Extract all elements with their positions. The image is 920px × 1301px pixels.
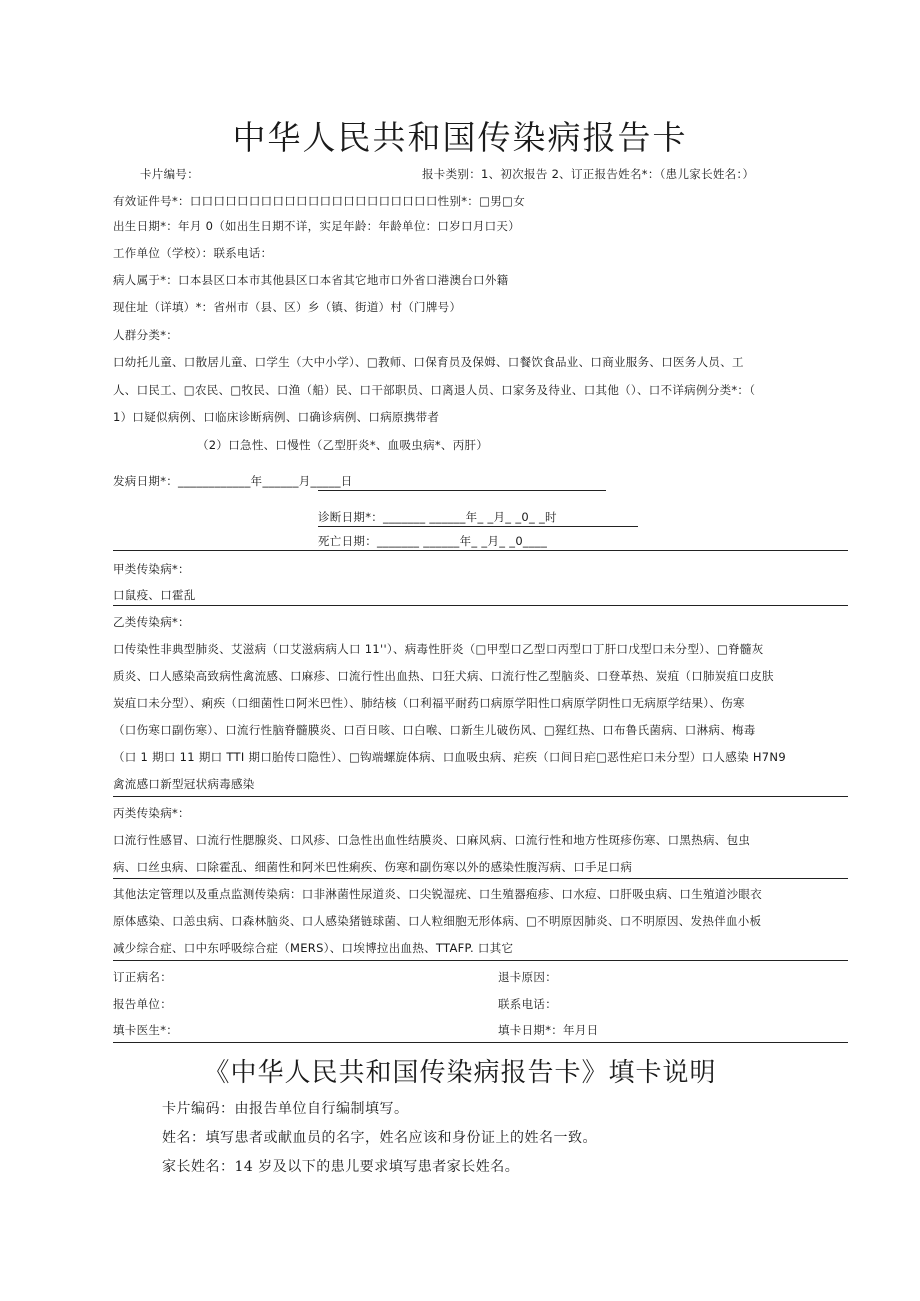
onset-underline bbox=[318, 490, 606, 491]
instruction-line: 卡片编码：由报告单位自行编制填写。 bbox=[162, 1101, 409, 1117]
class-b-line: 质炎、口人感染高致病性禽流感、口麻疹、口流行性出血热、口狂犬病、口流行性乙型脑炎、口登革热、炭疽（口肺炭疽口皮肤 bbox=[113, 669, 774, 683]
birth-date-line: 出生日期*：年月 0（如出生日期不详，实足年龄：年龄单位：口岁口月口天） bbox=[113, 219, 521, 233]
card-number-label: 卡片编号： bbox=[140, 167, 199, 181]
crowd-line: 人、口民工、□农民、□牧民、口渔（船）民、口干部职员、口离退人员、口家务及待业、口其他（）、口不详病例分类*：（ bbox=[113, 383, 756, 397]
crowd-line: 1）口疑似病例、口临床诊断病例、口确诊病例、口病原携带者 bbox=[113, 410, 440, 424]
crowd-label: 人群分类*： bbox=[113, 328, 179, 342]
class-b-line: 口传染性非典型肺炎、艾滋病（口艾滋病病人口 11''）、病毒性肝炎（□甲型口乙型口丙型口丁肝口戊型口未分型）、□脊髓灰 bbox=[113, 642, 764, 656]
other-disease-line: 其他法定管理以及重点监测传染病：口非淋菌性尿道炎、口尖锐湿疣、口生殖器疱疹、口水痘、口肝吸虫病、口生殖道沙眼衣 bbox=[113, 887, 762, 901]
card-title: 中华人民共和国传染病报告卡 bbox=[232, 118, 688, 157]
class-a-line: 口鼠疫、口霍乱 bbox=[113, 588, 196, 602]
class-c-line: 病、口丝虫病、口除霍乱、细菌性和阿米巴性痢疾、伤寒和副伤寒以外的感染性腹泻病、口手足口病 bbox=[113, 860, 633, 874]
class-c-label: 丙类传染病*： bbox=[113, 806, 190, 820]
instructions-title: 《中华人民共和国传染病报告卡》填卡说明 bbox=[203, 1058, 717, 1088]
crowd-line: 口幼托儿童、口散居儿童、口学生（大中小学）、□教师、口保育员及保姆、口餐饮食品业、口商业服务、口医务人员、工 bbox=[113, 355, 744, 369]
case-type-line: （2）口急性、口慢性（乙型肝炎*、血吸虫病*、丙肝） bbox=[197, 438, 489, 452]
class-a-label: 甲类传染病*： bbox=[113, 562, 190, 576]
work-unit-line: 工作单位（学校）：联系电话： bbox=[113, 246, 273, 260]
class-b-line: 禽流感口新型冠状病毒感染 bbox=[113, 777, 255, 791]
patient-belong-line: 病人属于*：口本县区口本市其他县区口本省其它地市口外省口港澳台口外籍 bbox=[113, 273, 509, 287]
id-number-line: 有效证件号*：口口口口口口口口口口口口口口口口口口口口口性别*：□男□女 bbox=[113, 194, 526, 208]
contact-phone-label: 联系电话： bbox=[498, 997, 557, 1011]
section-divider bbox=[113, 550, 848, 551]
report-unit-label: 报告单位： bbox=[113, 997, 172, 1011]
section-divider bbox=[113, 796, 848, 797]
other-disease-line: 原体感染、口恙虫病、口森林脑炎、口人感染猪链球菌、口人粒细胞无形体病、□不明原因肺炎、口不明原因、发热伴血小板 bbox=[113, 914, 762, 928]
class-b-label: 乙类传染病*： bbox=[113, 615, 190, 629]
instruction-line: 家长姓名：14 岁及以下的患儿要求填写患者家长姓名。 bbox=[162, 1159, 520, 1175]
report-type-line: 报卡类别：1、初次报告 2、订正报告姓名*：（患儿家长姓名：） bbox=[422, 167, 755, 181]
class-b-line: （口 1 期口 11 期口 TTI 期口胎传口隐性）、□钩端螺旋体病、口血吸虫病、疟疾（口间日疟□恶性疟口未分型）口人感染 H7N9 bbox=[113, 750, 786, 764]
instruction-line: 姓名：填写患者或献血员的名字，姓名应该和身份证上的姓名一致。 bbox=[162, 1130, 597, 1146]
section-divider bbox=[113, 878, 848, 879]
address-line: 现住址（详填）*：省州市（县、区）乡（镇、街道）村（门牌号） bbox=[113, 300, 462, 314]
death-date-line: 死亡日期：_______ ______年_ _月_ _0____ bbox=[318, 534, 548, 548]
class-b-line: 炭疽口未分型）、痢疾（口细菌性口阿米巴性）、肺结核（口利福平耐药口病原学阳性口病原学阴性口无病原学结果）、伤寒 bbox=[113, 696, 745, 710]
revised-name-label: 订正病名： bbox=[113, 970, 172, 984]
fill-date-label: 填卡日期*：年月日 bbox=[498, 1023, 599, 1037]
class-c-line: 口流行性感冒、口流行性腮腺炎、口风疹、口急性出血性结膜炎、口麻风病、口流行性和地方性斑疹伤寒、口黑热病、包虫 bbox=[113, 833, 751, 847]
class-b-line: （口伤寒口副伤寒）、口流行性脑脊髓膜炎、口百日咳、口白喉、口新生儿破伤风、□猩红热、口布鲁氏菌病、口淋病、梅毒 bbox=[113, 723, 756, 737]
section-divider bbox=[113, 1042, 848, 1043]
other-disease-line: 减少综合症、口中东呼吸综合症（MERS）、口埃博拉出血热、TTAFP. 口其它 bbox=[113, 941, 514, 955]
diagnosis-date-line: 诊断日期*：_______ ______年_ _月_ _0_ _时 bbox=[318, 510, 557, 524]
onset-date-line: 发病日期*：____________年______月_____日 bbox=[113, 474, 353, 488]
section-divider bbox=[113, 605, 848, 606]
section-divider bbox=[113, 960, 848, 961]
doctor-label: 填卡医生*： bbox=[113, 1023, 179, 1037]
diagnosis-underline bbox=[318, 526, 638, 527]
return-reason-label: 退卡原因： bbox=[498, 970, 557, 984]
